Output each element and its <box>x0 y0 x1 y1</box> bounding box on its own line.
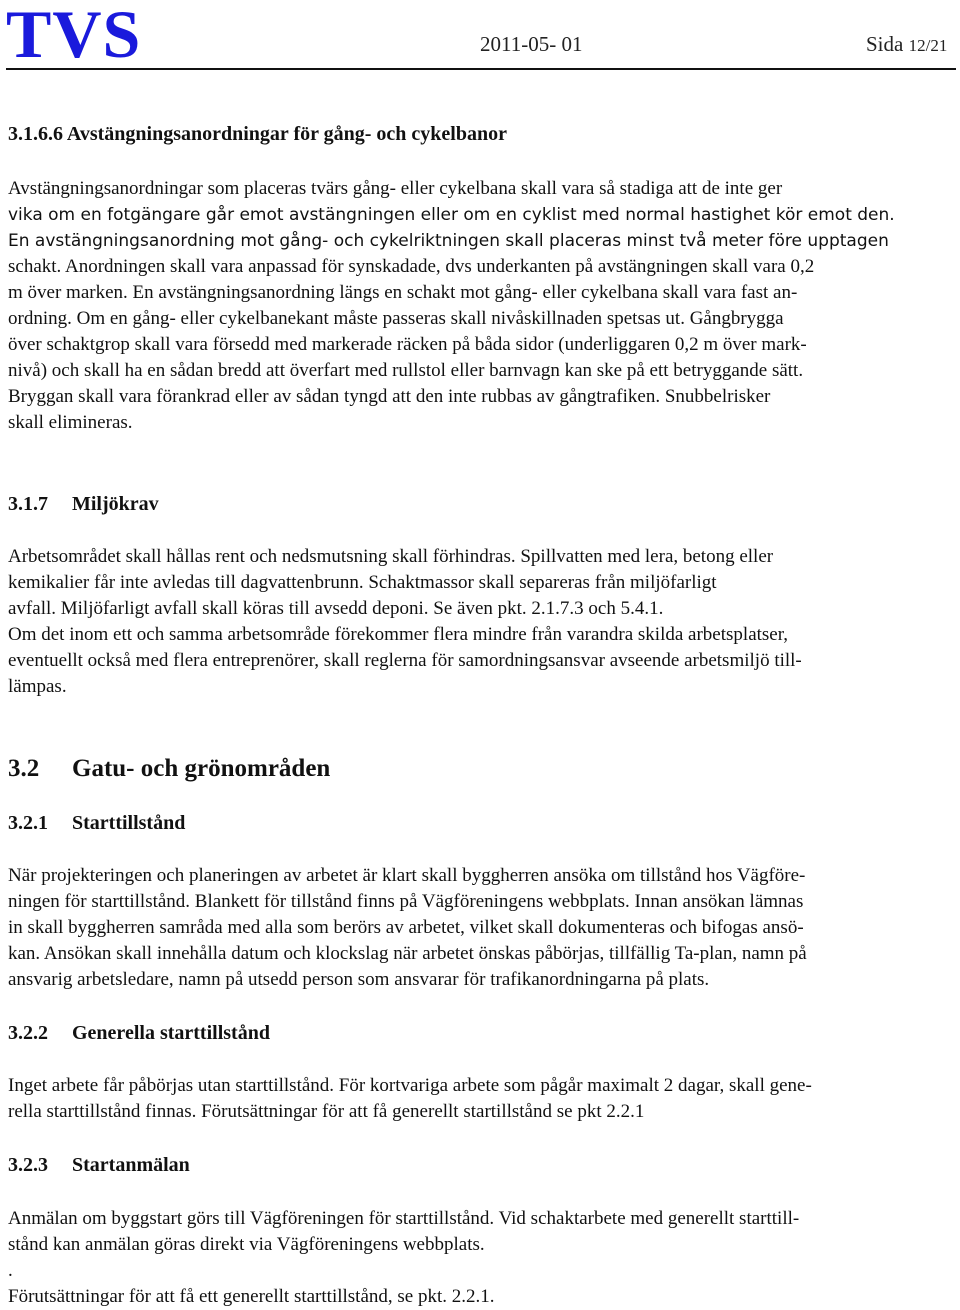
heading-3-2-3 <box>8 1154 190 1177</box>
text-line: Förutsättningar för att få ett generellt starttillstånd, se pkt. 2.2.1. <box>8 1286 495 1307</box>
header-page-indicator <box>866 32 947 57</box>
text-line: kemikalier får inte avledas till dagvattenbrunn. Schaktmassor skall separeras från miljöfarligt <box>8 572 717 593</box>
section-title: Starttillstånd <box>72 812 186 834</box>
text-line: vika om en fotgängare går emot avstängningen eller om en cyklist med normal hastighet kör emot den. <box>8 205 895 225</box>
text-line: m över marken. En avstängningsanordning längs en schakt mot gång- eller cykelbana skall vara fast an- <box>8 282 798 303</box>
text-line: stånd kan anmälan göras direkt via Vägföreningens webbplats. <box>8 1234 485 1255</box>
tvs-logo: TVS <box>6 0 142 72</box>
page-label: Sida <box>866 32 904 56</box>
header-divider <box>6 68 956 70</box>
text-line: En avstängningsanordning mot gång- och cykelriktningen skall placeras minst två meter före upptagen <box>8 231 889 251</box>
section-title: Generella starttillstånd <box>72 1022 270 1044</box>
paragraph-avstangning <box>8 176 953 436</box>
text-line: . <box>8 1260 13 1281</box>
text-line: över schaktgrop skall vara försedd med markerade räcken på båda sidor (underliggaren 0,2 m över mark- <box>8 334 807 355</box>
text-line: avfall. Miljöfarligt avfall skall köras till avsedd deponi. Se även pkt. 2.1.7.3 och 5.4.1. <box>8 598 664 619</box>
header-date: 2011-05- 01 <box>480 32 583 56</box>
text-line: Anmälan om byggstart görs till Vägföreningen för starttillstånd. Vid schaktarbete med generellt starttill- <box>8 1208 800 1229</box>
heading-3-2-2 <box>8 1022 270 1045</box>
text-line: ansvarig arbetsledare, namn på utsedd person som ansvarar för trafikanordningarna på plats. <box>8 969 710 990</box>
text-line: nivå) och skall ha en sådan bredd att överfart med rullstol eller barnvagn kan ske på ett betryggande sätt. <box>8 360 804 381</box>
page-header <box>0 0 960 70</box>
heading-3-2-1 <box>8 812 185 835</box>
text-line: in skall byggherren samråda med alla som berörs av arbetet, vilket skall dokumenteras och bifogas ansö- <box>8 917 804 938</box>
paragraph-starttillstand <box>8 863 953 993</box>
text-line: kan. Ansökan skall innehålla datum och klockslag när arbetet önskas påbörjas, tillfällig Ta-plan, namn på <box>8 943 807 964</box>
heading-3-2 <box>8 755 330 783</box>
section-title: Gatu- och grönområden <box>72 755 331 782</box>
text-line: När projekteringen och planeringen av arbetet är klart skall byggherren ansöka om tillstånd hos Vägföre- <box>8 865 806 886</box>
section-title: Miljökrav <box>72 493 159 515</box>
section-number: 3.2 <box>8 755 40 782</box>
paragraph-startanmalan <box>8 1206 953 1310</box>
heading-3-1-7 <box>8 493 159 516</box>
page-number: 12/21 <box>908 36 948 55</box>
text-line: eventuellt också med flera entreprenörer, skall reglerna för samordningsansvar avseende arbetsmiljö till- <box>8 650 802 671</box>
section-number: 3.1.7 <box>8 493 48 515</box>
text-line: Om det inom ett och samma arbetsområde förekommer flera mindre från varandra skilda arbetsplatser, <box>8 624 789 645</box>
section-number: 3.2.3 <box>8 1154 48 1176</box>
text-line: Arbetsområdet skall hållas rent och nedsmutsning skall förhindras. Spillvatten med lera, betong eller <box>8 546 774 567</box>
text-line: lämpas. <box>8 676 67 697</box>
text-line: ordning. Om en gång- eller cykelbanekant måste passeras skall nivåskillnaden spetsas ut. Gångbrygga <box>8 308 784 329</box>
section-title: Startanmälan <box>72 1154 190 1176</box>
text-line: Avstängningsanordningar som placeras tvärs gång- eller cykelbana skall vara så stadiga att de inte ger <box>8 178 783 199</box>
section-number: 3.2.2 <box>8 1022 48 1044</box>
text-line: Bryggan skall vara förankrad eller av sådan tyngd att den inte rubbas av gångtrafiken. Snubbelrisker <box>8 386 771 407</box>
text-line: Inget arbete får påbörjas utan starttillstånd. För kortvariga arbete som pågår maximalt 2 dagar, skall gene- <box>8 1075 812 1096</box>
paragraph-generella-starttillstand <box>8 1073 953 1125</box>
text-line: ningen för starttillstånd. Blankett för tillstånd finns på Vägföreningens webbplats. Innan ansökan lämnas <box>8 891 804 912</box>
text-line: rella starttillstånd finnas. Förutsättningar för att få generellt startillstånd se pkt 2.2.1 <box>8 1101 645 1122</box>
paragraph-miljokrav <box>8 544 953 700</box>
section-number: 3.2.1 <box>8 812 48 834</box>
text-line: skall elimineras. <box>8 412 133 433</box>
heading-3-1-6-6: 3.1.6.6 Avstängningsanordningar för gång- och cykelbanor <box>8 123 507 145</box>
text-line: schakt. Anordningen skall vara anpassad för synskadade, dvs underkanten på avstängningen skall vara 0,2 <box>8 256 815 277</box>
